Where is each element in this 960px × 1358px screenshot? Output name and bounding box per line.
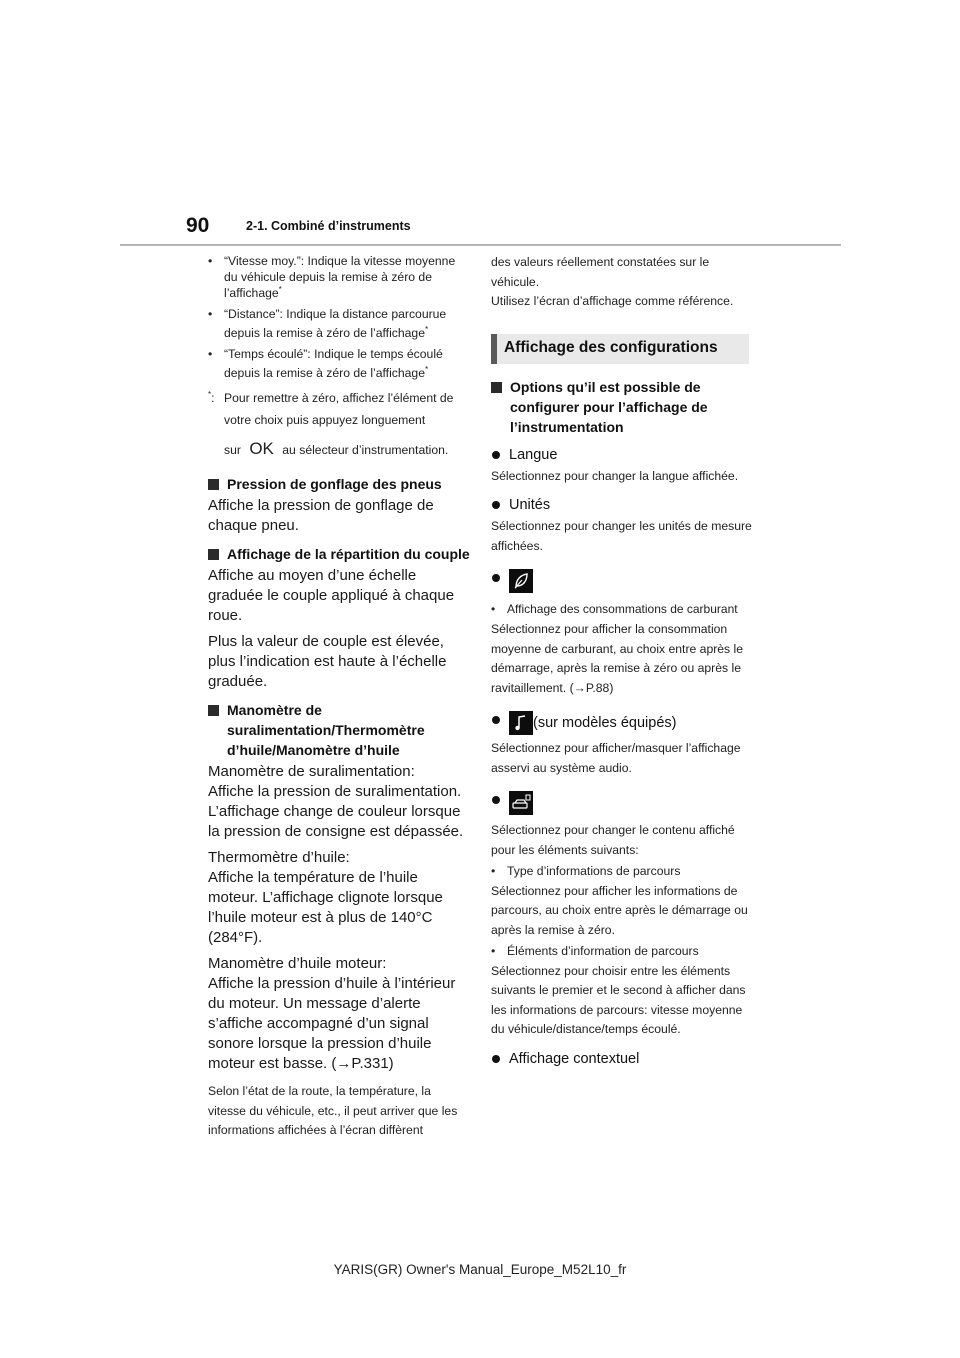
audio-item — [491, 710, 753, 736]
langue-item: Langue — [491, 445, 753, 465]
options-heading: Options qu’il est possible de configurer pour l’affichage de l’instrumentation — [491, 377, 753, 437]
bullet-distance-text: “Distance”: Indique la distance parcourue depuis la remise à zéro de l’affichage — [224, 307, 447, 340]
footnote-marker: * — [425, 324, 429, 334]
vehicle-bullet-2: • Éléments d’information de parcours — [491, 942, 753, 962]
page-reference[interactable]: (→P.331) — [331, 1055, 394, 1072]
heading-accent-bar — [491, 334, 497, 364]
torque-text-1: Affiche au moyen d’une échelle graduée le couple appliqué à chaque roue. — [208, 567, 455, 624]
section-title: 2-1. Combiné d’instruments — [246, 219, 411, 233]
header-rule — [120, 244, 841, 246]
bullet-temps-text: “Temps écoulé”: Indique le temps écoulé depuis la remise à zéro de l’affichage — [224, 347, 443, 380]
eco-bullet: • Affichage des consommations de carburant — [491, 602, 753, 617]
page-reference[interactable]: (→P.88) — [569, 680, 614, 695]
vehicle-text: Sélectionnez pour changer le contenu affiché pour les éléments suivants: — [491, 823, 735, 857]
note-text: Pour remettre à zéro, affichez l’élément de votre choix puis appuyez longuement — [224, 391, 454, 427]
right-column — [491, 253, 753, 1069]
boost-text: Affiche la pression de suralimentation. L’affichage change de couleur lorsque la pression de consigne est dépassée. — [208, 783, 464, 840]
vehicle-info-icon — [509, 791, 533, 815]
oilpress-title: Manomètre d’huile moteur: — [208, 955, 387, 972]
oiltemp-title: Thermomètre d’huile: — [208, 849, 350, 866]
tire-heading: Pression de gonflage des pneus — [208, 474, 470, 494]
config-heading — [491, 334, 749, 364]
vehicle-bullet-2-text: Sélectionnez pour choisir entre les éléments suivants le premier et le second à afficher dans les informations de parcours: vitesse moyenne du véhicule/distance/temps écoulé. — [491, 963, 746, 1036]
tire-text: Affiche la pression de gonflage de chaque pneu. — [208, 497, 434, 534]
unites-text: Sélectionnez pour changer les unités de mesure affichées. — [491, 519, 752, 553]
bullet-vitesse-text: “Vitesse moy.”: Indique la vitesse moyenne du véhicule depuis la remise à zéro de l’affichage — [224, 254, 456, 300]
eco-text: Sélectionnez pour afficher la consommation moyenne de carburant, au choix entre après le démarrage, après la remise à zéro ou après le ravitaillement. (→P.88) — [491, 622, 744, 695]
left-column — [208, 253, 470, 1141]
footnote-text-a: Selon l’état de la route, la température, la vitesse du véhicule, etc., il peut arriver que les informations affichées à l’écran diffèrent — [208, 1084, 458, 1137]
bullet-vitesse — [208, 253, 470, 301]
vehicle-item — [491, 790, 753, 816]
footnote-marker: * — [425, 364, 429, 374]
boost-title: Manomètre de suralimentation: — [208, 763, 415, 780]
music-note-icon — [509, 711, 533, 735]
footnote-marker: * — [278, 284, 282, 294]
reset-note-ok: sur OK au sélecteur d’instrumentation. — [224, 439, 449, 458]
footnote-text-b: des valeurs réellement constatées sur le véhicule. — [491, 255, 710, 289]
vehicle-bullet-1-text: Sélectionnez pour afficher les informations de parcours, au choix entre après le démarrage ou après la remise à zéro. — [491, 883, 748, 937]
config-heading-text: Affichage des configurations — [504, 338, 718, 356]
langue-text: Sélectionnez pour changer la langue affichée. — [491, 468, 739, 483]
note-marker: *: — [208, 389, 215, 405]
bullet-temps — [208, 345, 470, 383]
torque-text-2: Plus la valeur de couple est élevée, plus l’indication est haute à l’échelle graduée. — [208, 633, 447, 690]
unites-item: Unités — [491, 495, 753, 515]
oilpress-text: Affiche la pression d’huile à l’intérieur du moteur. Un message d’alerte s’affiche accompagné d’un signal sonore lorsque la pression d’huile moteur est basse. (→P.331) — [208, 975, 456, 1072]
torque-heading: Affichage de la répartition du couple — [208, 544, 470, 564]
audio-text: Sélectionnez pour afficher/masquer l’affichage asservi au système audio. — [491, 741, 741, 775]
audio-label: (sur modèles équipés) — [533, 715, 677, 731]
oiltemp-text: Affiche la température de l’huile moteur. L’affichage clignote lorsque l’huile moteur est à plus de 140°C (284°F). — [208, 869, 443, 946]
ok-button-icon: OK — [249, 439, 274, 458]
footnote-text-c: Utilisez l’écran d’affichage comme référence. — [491, 294, 734, 308]
bullet-distance — [208, 305, 470, 343]
gauges-heading: Manomètre de suralimentation/Thermomètre d’huile/Manomètre d’huile — [208, 700, 470, 760]
leaf-icon — [509, 569, 533, 593]
eco-item — [491, 568, 753, 594]
vehicle-bullet-1: • Type d’informations de parcours — [491, 862, 753, 882]
footer-text: YARIS(GR) Owner's Manual_Europe_M52L10_fr — [333, 1262, 627, 1277]
page-number: 90 — [186, 214, 210, 237]
reset-note — [208, 387, 470, 431]
popup-item: Affichage contextuel — [491, 1049, 753, 1069]
